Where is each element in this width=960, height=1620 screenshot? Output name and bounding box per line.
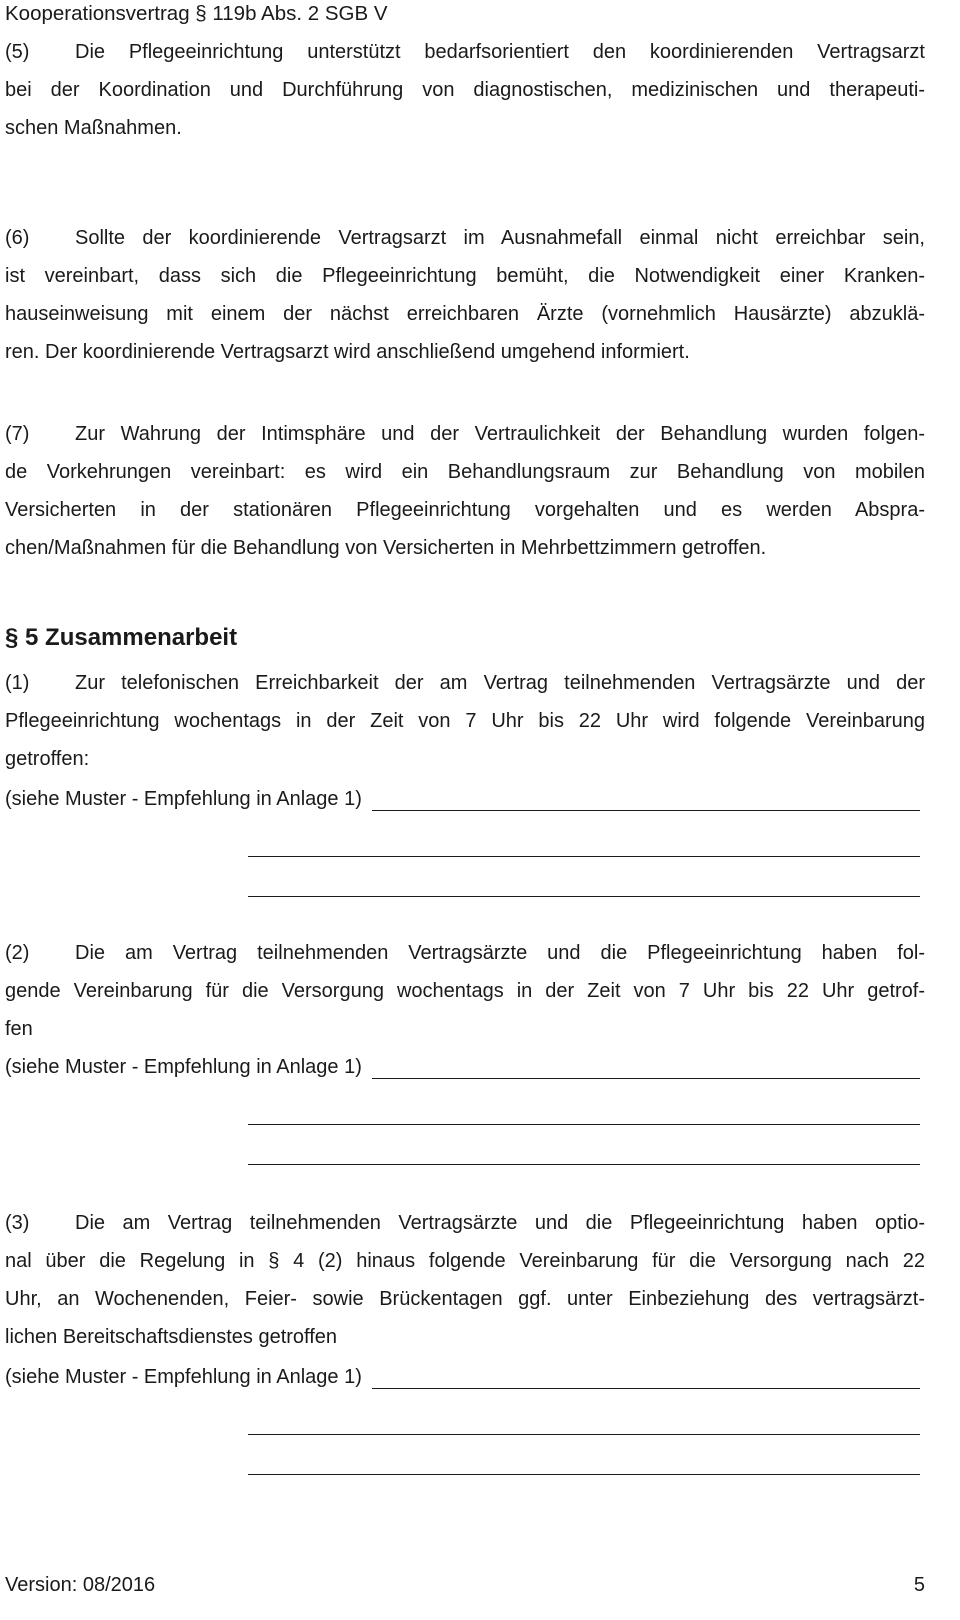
- fill-in-label: (siehe Muster - Empfehlung in Anlage 1): [5, 1366, 362, 1388]
- fill-in-line[interactable]: [248, 857, 920, 897]
- paragraph-number: (6): [5, 227, 30, 249]
- text-line: Sollte der koordinierende Vertragsarzt im Ausnahmefall einmal nicht erreichbar sein,: [75, 227, 925, 249]
- fill-in-field[interactable]: [5, 780, 925, 818]
- section-5-paragraph-3: [5, 1204, 925, 1475]
- fill-in-line[interactable]: [248, 817, 920, 857]
- paragraph-number: (1): [5, 672, 30, 694]
- text-line: lichen Bereitschaftsdienstes getroffen: [5, 1326, 338, 1348]
- fill-in-line[interactable]: [372, 1048, 920, 1079]
- fill-in-line[interactable]: [248, 1125, 920, 1165]
- paragraph-number: (7): [5, 423, 30, 445]
- paragraph-number: (2): [5, 942, 30, 964]
- text-line: nal über die Regelung in § 4 (2) hinaus folgende Vereinbarung für die Versorgung nach 22: [5, 1250, 925, 1272]
- version-label: Version: 08/2016: [5, 1574, 156, 1596]
- paragraph-number: (3): [5, 1212, 30, 1234]
- paragraph-6: [5, 219, 925, 371]
- text-line: hauseinweisung mit einem der nächst erreichbaren Ärzte (vornehmlich Hausärzte) abzuklä-: [5, 303, 925, 325]
- text-line: getroffen:: [5, 748, 90, 770]
- fill-in-line[interactable]: [248, 1085, 920, 1125]
- section-5-paragraph-1: [5, 664, 925, 897]
- fill-in-field[interactable]: [5, 1358, 925, 1396]
- text-line: fen: [5, 1018, 33, 1040]
- paragraph-5: [5, 33, 925, 147]
- text-line: de Vorkehrungen vereinbart: es wird ein Behandlungsraum zur Behandlung von mobilen: [5, 461, 925, 483]
- fill-in-line[interactable]: [372, 1358, 920, 1389]
- page-number: 5: [913, 1574, 925, 1596]
- fill-in-label: (siehe Muster - Empfehlung in Anlage 1): [5, 788, 362, 810]
- text-line: gende Vereinbarung für die Versorgung wochentags in der Zeit von 7 Uhr bis 22 Uhr getrof-: [5, 980, 925, 1002]
- section-5-paragraph-2: [5, 934, 925, 1165]
- fill-in-line[interactable]: [372, 780, 920, 811]
- text-line: Pflegeeinrichtung wochentags in der Zeit von 7 Uhr bis 22 Uhr wird folgende Vereinbarung: [5, 710, 925, 732]
- fill-in-line[interactable]: [248, 1435, 920, 1475]
- text-line: Zur Wahrung der Intimsphäre und der Vertraulichkeit der Behandlung wurden folgen-: [75, 423, 925, 445]
- text-line: Die Pflegeeinrichtung unterstützt bedarfsorientiert den koordinierenden Vertragsarzt: [75, 41, 925, 63]
- page-footer: [5, 1566, 925, 1604]
- text-line: Versicherten in der stationären Pflegeeinrichtung vorgehalten und es werden Abspra-: [5, 499, 925, 521]
- text-line: ist vereinbart, dass sich die Pflegeeinrichtung bemüht, die Notwendigkeit einer Kranken-: [5, 265, 925, 287]
- text-line: ren. Der koordinierende Vertragsarzt wird anschließend umgehend informiert.: [5, 341, 690, 363]
- text-line: Die am Vertrag teilnehmenden Vertragsärzte und die Pflegeeinrichtung haben fol-: [75, 942, 925, 964]
- text-line: Zur telefonischen Erreichbarkeit der am Vertrag teilnehmenden Vertragsärzte und der: [75, 672, 925, 694]
- text-line: Uhr, an Wochenenden, Feier- sowie Brückentagen ggf. unter Einbeziehung des vertragsärzt-: [5, 1288, 925, 1310]
- paragraph-number: (5): [5, 41, 30, 63]
- text-line: chen/Maßnahmen für die Behandlung von Versicherten in Mehrbettzimmern getroffen.: [5, 537, 767, 559]
- section-heading: § 5 Zusammenarbeit: [5, 624, 238, 651]
- text-line: bei der Koordination und Durchführung von diagnostischen, medizinischen und therapeuti-: [5, 79, 925, 101]
- fill-in-field[interactable]: [5, 1048, 925, 1086]
- text-line: schen Maßnahmen.: [5, 117, 182, 139]
- running-header: Kooperationsvertrag § 119b Abs. 2 SGB V: [5, 2, 388, 25]
- fill-in-line[interactable]: [248, 1395, 920, 1435]
- fill-in-label: (siehe Muster - Empfehlung in Anlage 1): [5, 1056, 362, 1078]
- text-line: Die am Vertrag teilnehmenden Vertragsärzte und die Pflegeeinrichtung haben optio-: [75, 1212, 925, 1234]
- paragraph-7: [5, 415, 925, 567]
